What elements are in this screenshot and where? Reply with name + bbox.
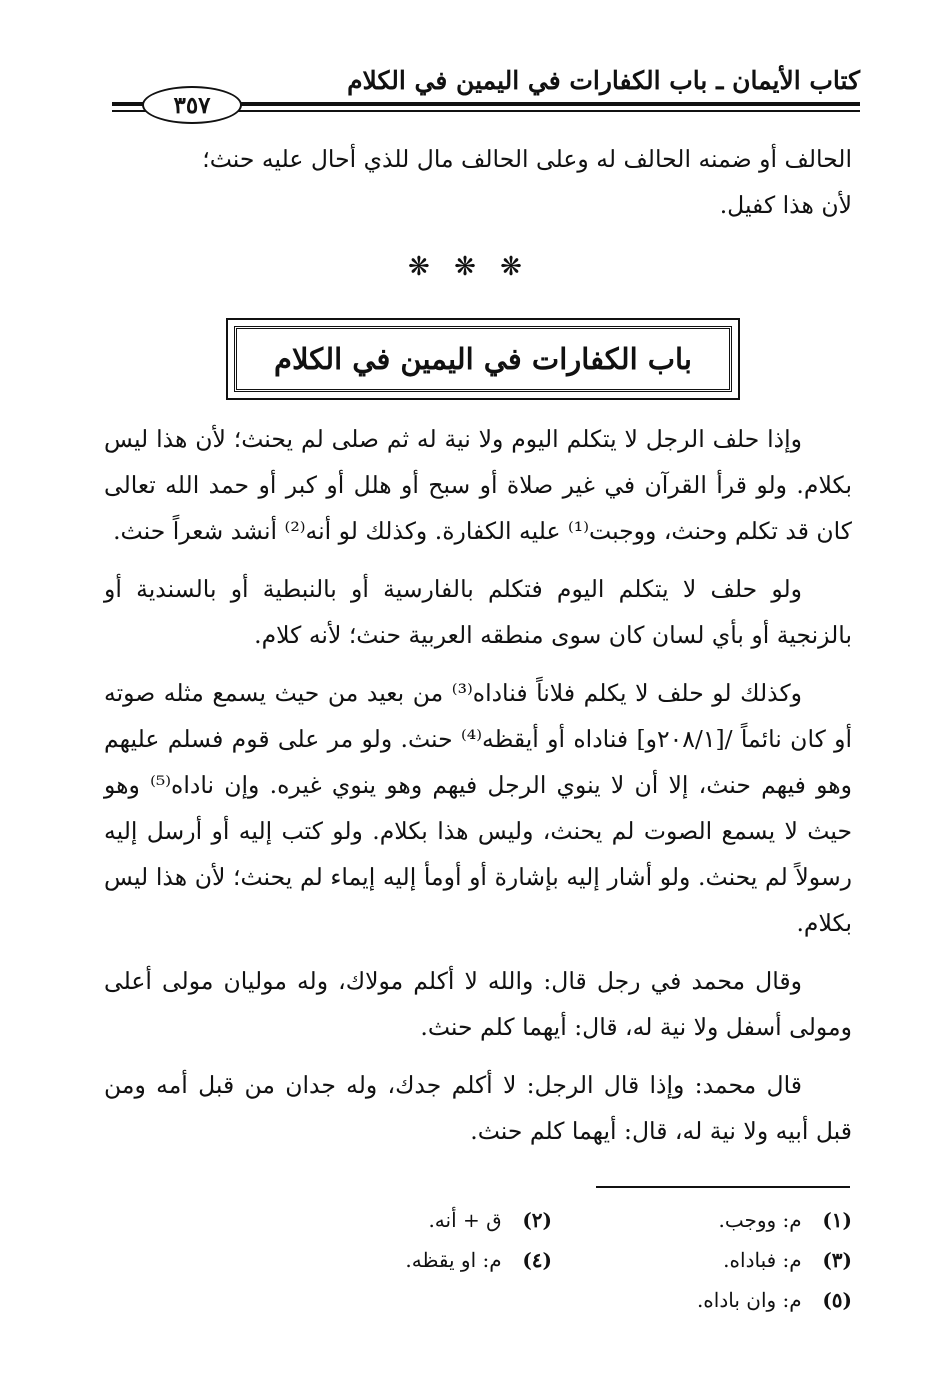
footnote-4: [252, 1240, 552, 1280]
footnote-text: م: ووجب.: [718, 1208, 802, 1232]
footnote-1: [552, 1200, 852, 1240]
footnote-text: م: وان باداه.: [696, 1288, 802, 1312]
footnote-5: [552, 1280, 852, 1320]
footnote-text: م: او يقظه.: [405, 1248, 502, 1272]
footnotes: [252, 1200, 852, 1320]
continuation-line-1: الحالف أو ضمنه الحالف له وعلى الحالف مال للذي أحال عليه حنث؛: [202, 145, 852, 173]
footnote-row: [252, 1240, 852, 1280]
chapter-body: [104, 416, 852, 1154]
footnote-row: [252, 1280, 852, 1320]
continuation-text: [104, 136, 852, 228]
paragraph: قال محمد: وإذا قال الرجل: لا أكلم جدك، وله جدان من قبل أمه ومن قبل أبيه ولا نية له، قال: أيهما كلم حنث.: [104, 1071, 852, 1145]
footnote-number: (٥): [822, 1288, 852, 1312]
footnote-number: (٢): [522, 1208, 552, 1232]
footnote-2: [252, 1200, 552, 1240]
footnote-row: [252, 1200, 852, 1240]
paragraph: ولو حلف لا يتكلم اليوم فتكلم بالفارسية أو بالنبطية أو بالسندية أو بالزنجية أو بأي لسان كان سوى منطقه العربية حنث؛ لأنه كلام.: [104, 575, 852, 649]
running-title: كتاب الأيمان ـ باب الكفارات في اليمين في الكلام: [347, 66, 860, 95]
footnote-number: (١): [822, 1208, 852, 1232]
footnote-3: [552, 1240, 852, 1280]
footnote-text: ق + أنه.: [428, 1208, 502, 1232]
chapter-heading-inner-frame: [234, 326, 732, 392]
paragraph: وقال محمد في رجل قال: والله لا أكلم مولاك، وله موليان مولى أعلى ومولى أسفل ولا نية له، قال: أيهما كلم حنث.: [104, 967, 852, 1041]
footnote-number: (٣): [822, 1248, 852, 1272]
footnote-number: (٤): [522, 1248, 552, 1272]
paragraph: وإذا حلف الرجل لا يتكلم اليوم ولا نية له ثم صلى لم يحنث؛ لأن هذا ليس بكلام. ولو قرأ القرآن في غير صلاة أو سبح أو هلل أو كبر أو حمد الله تعالى كان قد تكلم وحنث، ووجبت⁽¹⁾ عليه الكفارة. وكذلك لو أنه⁽²⁾ أنشد شعراً حنث.: [104, 425, 852, 545]
page-number: ٣٥٧: [142, 86, 242, 124]
paragraph: وكذلك لو حلف لا يكلم فلاناً فناداه⁽³⁾ من بعيد من حيث يسمع مثله صوته أو كان نائماً /[٢٠٨/١و] فناداه أو أيقظه⁽⁴⁾ حنث. ولو مر على قوم فسلم عليهم وهو فيهم حنث، إلا أن لا ينوي الرجل فيهم وهو ينوي غيره. وإن ناداه⁽⁵⁾ وهو حيث لا يسمع الصوت لم يحنث، وليس هذا بكلام. ولو كتب إليه أو أرسل إليه رسولاً لم يحنث. ولو أشار إليه بإشارة أو أومأ إليه إيماء لم يحنث؛ لأن هذا ليس بكلام.: [104, 679, 853, 937]
chapter-heading-frame: [226, 318, 740, 400]
footnote-text: م: فباداه.: [723, 1248, 802, 1272]
footnote-separator: [596, 1186, 850, 1188]
chapter-title: باب الكفارات في اليمين في الكلام: [274, 342, 692, 376]
continuation-line-2: لأن هذا كفيل.: [719, 191, 852, 219]
section-ornament: ❋ ❋ ❋: [408, 252, 530, 282]
